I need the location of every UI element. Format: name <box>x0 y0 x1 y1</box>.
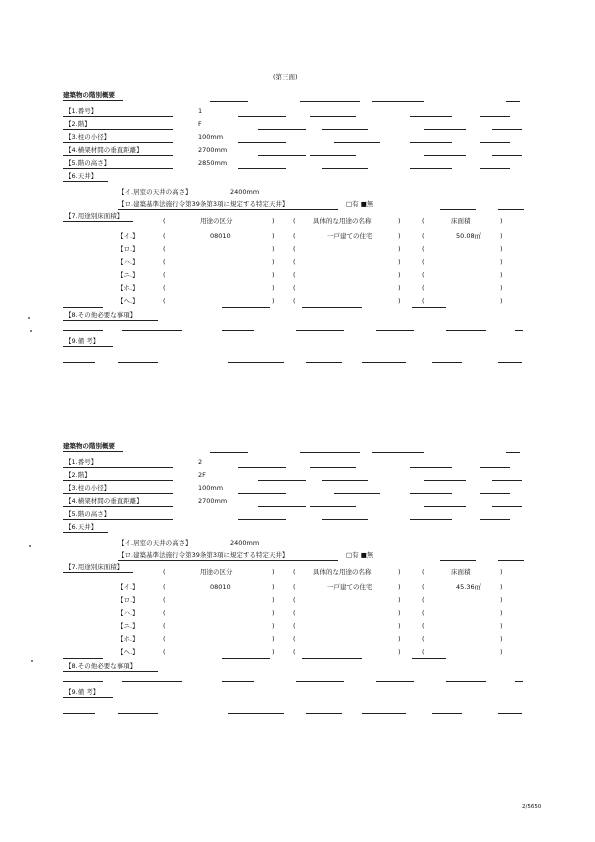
fill-line <box>372 101 424 102</box>
paren: ( <box>293 635 296 643</box>
beam-distance-label: 【4.横架材間の垂直距離】 <box>65 146 143 154</box>
usage-title: 【7.用途別床面積】 <box>65 563 124 571</box>
usage-row-label: 【ハ.】 <box>117 609 139 617</box>
fill-line <box>480 168 510 169</box>
fill-line <box>322 168 368 169</box>
notes-label: 【9.備 考】 <box>65 337 100 345</box>
fill-line <box>362 713 406 714</box>
scan-speck <box>31 660 33 662</box>
fill-line <box>63 572 133 573</box>
fill-line <box>480 519 510 520</box>
fill-line <box>410 467 452 468</box>
floor-level-label: 【2.階】 <box>65 120 91 128</box>
floor-number-label: 【1.番号】 <box>65 458 98 466</box>
fill-line <box>118 560 338 561</box>
floor-height-label: 【5.階の高さ】 <box>65 159 111 167</box>
fill-line <box>300 101 360 102</box>
paren: ( <box>163 258 166 266</box>
paren: ( <box>422 583 425 591</box>
fill-line <box>118 362 158 363</box>
paren: ) <box>500 232 503 240</box>
floor-height-label: 【5.階の高さ】 <box>65 510 111 518</box>
fill-line <box>480 467 510 468</box>
paren: ) <box>272 271 275 279</box>
fill-line <box>310 155 356 156</box>
fill-line <box>432 362 462 363</box>
paren: ) <box>500 297 503 305</box>
fill-line <box>118 713 158 714</box>
paren: ( <box>163 568 166 576</box>
fill-line <box>334 493 380 494</box>
fill-line <box>238 467 286 468</box>
fill-line <box>412 658 446 659</box>
usage-row-label: 【ヘ.】 <box>117 297 139 305</box>
paren: ( <box>163 596 166 604</box>
fill-line <box>515 330 523 331</box>
paren: ( <box>293 297 296 305</box>
usage-row-area: 45.36㎡ <box>456 583 482 591</box>
fill-line <box>506 452 520 453</box>
fill-line <box>63 713 95 714</box>
paren: ( <box>163 217 166 225</box>
paren: ) <box>500 609 503 617</box>
paren: ) <box>272 284 275 292</box>
paren: ( <box>422 271 425 279</box>
paren: ( <box>293 568 296 576</box>
usage-row-label: 【ニ.】 <box>117 622 139 630</box>
fill-line <box>440 209 476 210</box>
fill-line <box>222 681 254 682</box>
fill-line <box>63 480 173 481</box>
scan-speck <box>28 317 30 319</box>
fill-line <box>492 506 522 507</box>
fill-line <box>63 100 123 101</box>
fill-line <box>334 142 380 143</box>
paren: ( <box>163 297 166 305</box>
fill-line <box>480 116 510 117</box>
paren: ( <box>293 271 296 279</box>
paren: ) <box>272 648 275 656</box>
ceiling-height-value: 2400mm <box>230 539 260 547</box>
fill-line <box>63 532 108 533</box>
paren: ( <box>293 245 296 253</box>
paren: ) <box>398 284 401 292</box>
paren: ) <box>398 297 401 305</box>
fill-line <box>258 506 306 507</box>
fill-line <box>306 713 342 714</box>
usage-row-name: 一戸建ての住宅 <box>327 583 373 591</box>
fill-line <box>63 330 103 331</box>
fill-line <box>410 519 452 520</box>
paren: ( <box>163 284 166 292</box>
ceiling-rule-label: 【ロ.建築基準法施行令第39条第3項に規定する特定天井】 <box>118 200 289 208</box>
col-floor-area: 床面積 <box>451 217 471 225</box>
fill-line <box>63 155 173 156</box>
paren: ) <box>500 245 503 253</box>
column-diameter-value: 100mm <box>198 133 224 141</box>
fill-line <box>210 101 248 102</box>
fill-line <box>412 307 446 308</box>
paren: ) <box>272 596 275 604</box>
fill-line <box>222 658 270 659</box>
fill-line <box>306 362 342 363</box>
paren: ( <box>293 258 296 266</box>
fill-line <box>63 519 173 520</box>
fill-line <box>424 155 466 156</box>
paren: ) <box>272 609 275 617</box>
scan-speck <box>29 545 31 547</box>
fill-line <box>222 330 254 331</box>
col-usage-name: 具体的な用途の名称 <box>313 568 372 576</box>
other-matters-label: 【8.その他必要な事項】 <box>65 311 137 319</box>
fill-line <box>63 142 173 143</box>
col-floor-area: 床面積 <box>451 568 471 576</box>
fill-line <box>118 209 338 210</box>
fill-line <box>498 362 522 363</box>
usage-title: 【7.用途別床面積】 <box>65 212 124 220</box>
paren: ( <box>163 648 166 656</box>
ceiling-height-value: 2400mm <box>230 188 260 196</box>
paren: ( <box>422 297 425 305</box>
paren: ) <box>500 596 503 604</box>
fill-line <box>424 506 466 507</box>
paren: ) <box>398 583 401 591</box>
paren: ( <box>422 596 425 604</box>
paren: ( <box>422 622 425 630</box>
fill-line <box>410 142 452 143</box>
ceiling-rule-value: □有 ■無 <box>346 551 374 559</box>
floor-number-value: 1 <box>198 107 203 115</box>
paren: ( <box>163 271 166 279</box>
fill-line <box>63 697 113 698</box>
paren: ) <box>398 648 401 656</box>
fill-line <box>238 168 286 169</box>
fill-line <box>238 116 286 117</box>
paren: ) <box>398 245 401 253</box>
fill-line <box>362 362 406 363</box>
fill-line <box>310 116 356 117</box>
fill-line <box>63 129 173 130</box>
col-usage-class: 用途の区分 <box>200 217 233 225</box>
paren: ( <box>422 568 425 576</box>
page-number: 2/5650 <box>522 804 542 810</box>
fill-line <box>322 480 368 481</box>
paren: ) <box>272 635 275 643</box>
fill-line <box>492 480 522 481</box>
paren: ) <box>398 609 401 617</box>
ceiling-height-label: 【イ.居室の天井の高さ】 <box>118 539 192 547</box>
notes-label: 【9.備 考】 <box>65 688 100 696</box>
fill-line <box>310 467 356 468</box>
usage-row-class: 08010 <box>210 232 231 240</box>
fill-line <box>310 506 356 507</box>
usage-row-label: 【ロ.】 <box>117 596 139 604</box>
fill-line <box>238 519 286 520</box>
usage-row-label: 【ホ.】 <box>117 635 139 643</box>
fill-line <box>228 362 284 363</box>
fill-line <box>210 452 248 453</box>
paren: ( <box>422 284 425 292</box>
col-usage-name: 具体的な用途の名称 <box>313 217 372 225</box>
fill-line <box>515 681 523 682</box>
fill-line <box>258 129 306 130</box>
ceiling-label: 【6.天井】 <box>65 523 98 531</box>
fill-line <box>506 101 520 102</box>
fill-line <box>63 221 133 222</box>
paren: ( <box>293 232 296 240</box>
paren: ) <box>398 568 401 576</box>
paren: ) <box>272 583 275 591</box>
fill-line <box>376 681 414 682</box>
paren: ) <box>272 217 275 225</box>
usage-row-label: 【ハ.】 <box>117 258 139 266</box>
fill-line <box>238 493 286 494</box>
paren: ) <box>398 596 401 604</box>
floor-level-label: 【2.階】 <box>65 471 91 479</box>
floor-number-value: 2 <box>198 458 203 466</box>
fill-line <box>492 155 522 156</box>
fill-line <box>410 168 452 169</box>
paren: ) <box>500 217 503 225</box>
fill-line <box>480 142 510 143</box>
fill-line <box>63 320 158 321</box>
fill-line <box>63 116 173 117</box>
fill-line <box>122 681 182 682</box>
floor-level-value: 2F <box>198 471 206 479</box>
paren: ( <box>293 284 296 292</box>
fill-line <box>480 493 510 494</box>
section-title: 建築物の階別概要 <box>63 91 115 99</box>
fill-line <box>440 560 476 561</box>
fill-line <box>63 362 95 363</box>
fill-line <box>410 116 452 117</box>
paren: ) <box>398 232 401 240</box>
form-label: (第三面) <box>273 73 298 81</box>
paren: ) <box>398 217 401 225</box>
paren: ) <box>272 245 275 253</box>
fill-line <box>63 307 103 308</box>
paren: ( <box>422 245 425 253</box>
paren: ( <box>163 622 166 630</box>
column-diameter-value: 100mm <box>198 484 224 492</box>
paren: ( <box>422 217 425 225</box>
floor-level-value: F <box>198 120 202 128</box>
fill-line <box>63 451 123 452</box>
paren: ) <box>500 568 503 576</box>
usage-row-name: 一戸建ての住宅 <box>327 232 373 240</box>
ceiling-rule-label: 【ロ.建築基準法施行令第39条第3項に規定する特定天井】 <box>118 551 289 559</box>
paren: ) <box>398 622 401 630</box>
fill-line <box>498 713 522 714</box>
fill-line <box>238 142 286 143</box>
fill-line <box>63 658 103 659</box>
fill-line <box>498 209 524 210</box>
col-usage-class: 用途の区分 <box>200 568 233 576</box>
usage-row-label: 【イ.】 <box>117 583 139 591</box>
paren: ( <box>293 609 296 617</box>
usage-row-label: 【ロ.】 <box>117 245 139 253</box>
paren: ) <box>398 635 401 643</box>
paren: ( <box>293 648 296 656</box>
paren: ) <box>500 284 503 292</box>
paren: ) <box>272 258 275 266</box>
fill-line <box>424 129 466 130</box>
fill-line <box>296 681 344 682</box>
fill-line <box>63 671 158 672</box>
fill-line <box>446 330 486 331</box>
paren: ( <box>422 635 425 643</box>
fill-line <box>63 168 173 169</box>
paren: ) <box>272 622 275 630</box>
paren: ( <box>422 258 425 266</box>
paren: ( <box>422 648 425 656</box>
paren: ( <box>422 232 425 240</box>
paren: ( <box>163 583 166 591</box>
paren: ( <box>163 232 166 240</box>
floor-height-value: 2850mm <box>198 159 228 167</box>
paren: ( <box>163 635 166 643</box>
fill-line <box>302 307 362 308</box>
fill-line <box>122 330 182 331</box>
paren: ) <box>272 568 275 576</box>
paren: ) <box>398 271 401 279</box>
paren: ( <box>293 217 296 225</box>
fill-line <box>498 560 524 561</box>
scan-speck <box>30 330 32 332</box>
section-title: 建築物の階別概要 <box>63 442 115 450</box>
beam-distance-value: 2700mm <box>198 146 228 154</box>
usage-row-label: 【ニ.】 <box>117 271 139 279</box>
fill-line <box>63 346 113 347</box>
fill-line <box>222 307 270 308</box>
ceiling-rule-value: □有 ■無 <box>346 200 374 208</box>
paren: ( <box>293 596 296 604</box>
usage-row-class: 08010 <box>210 583 231 591</box>
paren: ( <box>293 583 296 591</box>
paren: ) <box>500 583 503 591</box>
fill-line <box>63 467 173 468</box>
paren: ( <box>163 609 166 617</box>
fill-line <box>432 713 462 714</box>
fill-line <box>258 480 306 481</box>
other-matters-label: 【8.その他必要な事項】 <box>65 662 137 670</box>
fill-line <box>300 452 360 453</box>
column-diameter-label: 【3.柱の小径】 <box>65 484 111 492</box>
fill-line <box>372 452 424 453</box>
fill-line <box>63 506 173 507</box>
usage-row-label: 【イ.】 <box>117 232 139 240</box>
paren: ) <box>500 271 503 279</box>
paren: ) <box>500 648 503 656</box>
paren: ) <box>398 258 401 266</box>
fill-line <box>296 330 344 331</box>
paren: ) <box>500 258 503 266</box>
ceiling-label: 【6.天井】 <box>65 172 98 180</box>
fill-line <box>63 681 103 682</box>
usage-row-label: 【ヘ.】 <box>117 648 139 656</box>
fill-line <box>376 330 414 331</box>
floor-number-label: 【1.番号】 <box>65 107 98 115</box>
fill-line <box>446 681 486 682</box>
paren: ) <box>272 232 275 240</box>
fill-line <box>322 129 368 130</box>
paren: ) <box>272 297 275 305</box>
paren: ( <box>293 622 296 630</box>
fill-line <box>492 129 522 130</box>
fill-line <box>424 480 466 481</box>
fill-line <box>258 155 306 156</box>
beam-distance-value: 2700mm <box>198 497 228 505</box>
ceiling-height-label: 【イ.居室の天井の高さ】 <box>118 188 192 196</box>
fill-line <box>228 713 284 714</box>
fill-line <box>302 658 362 659</box>
fill-line <box>63 493 173 494</box>
fill-line <box>410 493 452 494</box>
paren: ( <box>163 245 166 253</box>
paren: ) <box>500 635 503 643</box>
column-diameter-label: 【3.柱の小径】 <box>65 133 111 141</box>
paren: ( <box>422 609 425 617</box>
beam-distance-label: 【4.横架材間の垂直距離】 <box>65 497 143 505</box>
fill-line <box>63 181 108 182</box>
fill-line <box>322 519 368 520</box>
usage-row-area: 50.08㎡ <box>456 232 482 240</box>
usage-row-label: 【ホ.】 <box>117 284 139 292</box>
paren: ) <box>500 622 503 630</box>
